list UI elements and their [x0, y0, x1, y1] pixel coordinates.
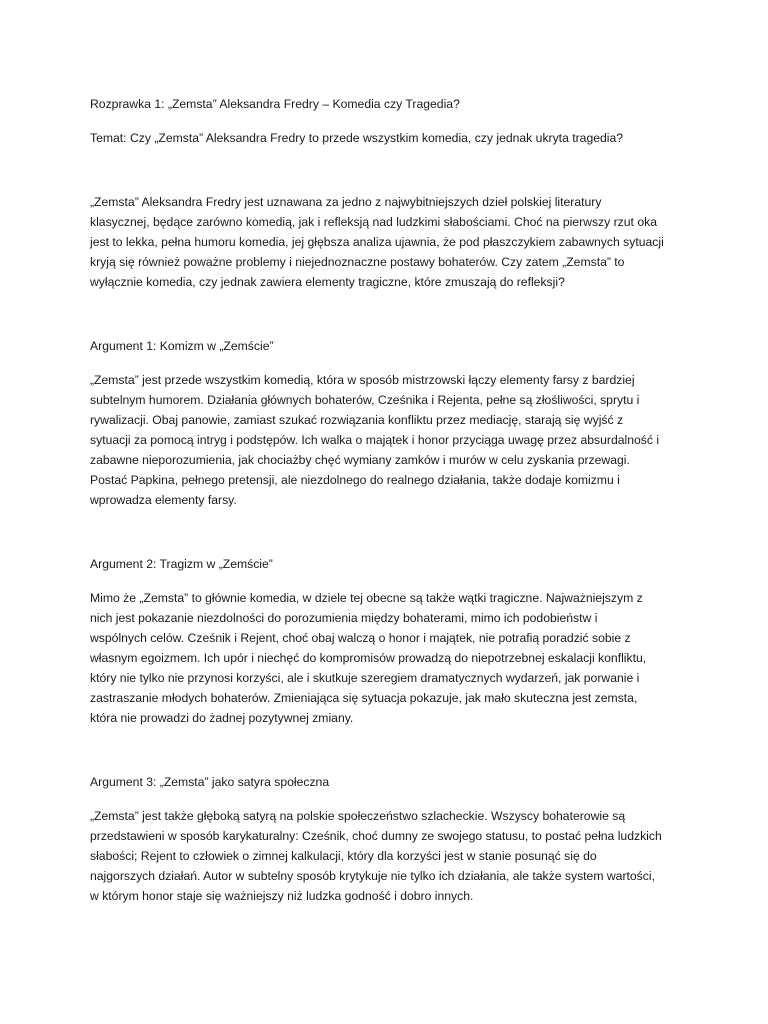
- paragraph-line: która nie prowadzi do żadnej pozytywnej zmiany.: [90, 711, 354, 725]
- paragraph-line: rywalizacji. Obaj panowie, zamiast szukać rozwiązania konfliktu przez mediację, starają się wyjść z: [90, 413, 624, 427]
- paragraph-line: subtelnym humorem. Działania głównych bohaterów, Cześnika i Rejenta, pełne są złośliwości, sprytu i: [90, 393, 640, 407]
- paragraph-line: najgorszych działań. Autor w subtelny sposób krytykuje nie tylko ich działania, ale także system wartości,: [90, 869, 655, 883]
- paragraph-line: jest to lekka, pełna humoru komedia, jej głębsza analiza ujawnia, że pod płaszczykiem zabawnych sytuacji: [90, 235, 664, 249]
- paragraph-line: wyłącznie komedia, czy jednak zawiera elementy tragiczne, które zmuszają do refleksji?: [90, 275, 565, 289]
- paragraph-line: „Zemsta” Aleksandra Fredry jest uznawana za jedno z najwybitniejszych dzieł polskiej literatury: [90, 195, 602, 209]
- paragraph-line: klasycznej, będące zarówno komedią, jak i refleksją nad ludzkimi słabościami. Choć na pierwszy rzut oka: [90, 215, 657, 229]
- intro-paragraph: [90, 192, 686, 292]
- essay-title-text: Rozprawka 1: „Zemsta” Aleksandra Fredry – Komedia czy Tragedia?: [90, 97, 460, 111]
- essay-topic: [90, 128, 686, 148]
- paragraph-line: zastraszanie młodych bohaterów. Zmieniająca się sytuacja pokazuje, jak mało skuteczna jest zemsta,: [90, 691, 638, 705]
- paragraph-line: słabości; Rejent to człowiek o zimnej kalkulacji, który dla korzyści jest w stanie posunąć się do: [90, 849, 597, 863]
- section-heading: Argument 1: Komizm w „Zemście”: [90, 339, 274, 353]
- paragraph-line: w którym honor staje się ważniejszy niż ludzka godność i dobro innych.: [90, 889, 474, 903]
- paragraph-line: wprowadza elementy farsy.: [90, 493, 237, 507]
- paragraph-line: własnym egoizmem. Ich upór i niechęć do kompromisów prowadzą do niepotrzebnej eskalacji konfliktu,: [90, 651, 647, 665]
- paragraph-line: „Zemsta” jest także głęboką satyrą na polskie społeczeństwo szlacheckie. Wszyscy bohaterowie są: [90, 809, 626, 823]
- essay-title: [90, 94, 686, 114]
- argument-1-heading: [90, 336, 686, 356]
- argument-3-heading: [90, 772, 686, 792]
- paragraph-line: który nie tylko nie przynosi korzyści, ale i skutkuje szeregiem dramatycznych wydarzeń, jak porwanie i: [90, 671, 640, 685]
- paragraph-line: przedstawieni w sposób karykaturalny: Cześnik, choć dumny ze swojego statusu, to postać pełna ludzkich: [90, 829, 662, 843]
- section-heading: Argument 3: „Zemsta” jako satyra społeczna: [90, 775, 330, 789]
- paragraph-line: Postać Papkina, pełnego pretensji, ale niezdolnego do realnego działania, także dodaje komizmu i: [90, 473, 620, 487]
- paragraph-line: zabawne nieporozumienia, jak chociażby chęć wymiany zamków i murów w celu zyskania przewagi.: [90, 453, 630, 467]
- essay-topic-text: Temat: Czy „Zemsta” Aleksandra Fredry to przede wszystkim komedia, czy jednak ukryta tragedia?: [90, 131, 624, 145]
- paragraph-line: nich jest pokazanie niezdolności do porozumienia między bohaterami, mimo ich podobieństw i: [90, 611, 598, 625]
- paragraph-line: wspólnych celów. Cześnik i Rejent, choć obaj walczą o honor i majątek, nie potrafią poradzić sobie z: [90, 631, 631, 645]
- paragraph-line: sytuacji za pomocą intryg i podstępów. Ich walka o majątek i honor przyciąga uwagę przez absurdalność i: [90, 433, 660, 447]
- paragraph-line: kryją się również poważne problemy i niejednoznaczne postawy bohaterów. Czy zatem „Zemsta” to: [90, 255, 625, 269]
- argument-2-paragraph: [90, 588, 686, 728]
- argument-1-paragraph: [90, 370, 686, 510]
- argument-3-paragraph: [90, 806, 686, 906]
- paragraph-line: „Zemsta” jest przede wszystkim komedią, która w sposób mistrzowski łączy elementy farsy z bardziej: [90, 373, 635, 387]
- argument-2-heading: [90, 554, 686, 574]
- document-body: [90, 94, 686, 906]
- paragraph-line: Mimo że „Zemsta” to głównie komedia, w dziele tej obecne są także wątki tragiczne. Najważniejszym z: [90, 591, 643, 605]
- section-heading: Argument 2: Tragizm w „Zemście”: [90, 557, 273, 571]
